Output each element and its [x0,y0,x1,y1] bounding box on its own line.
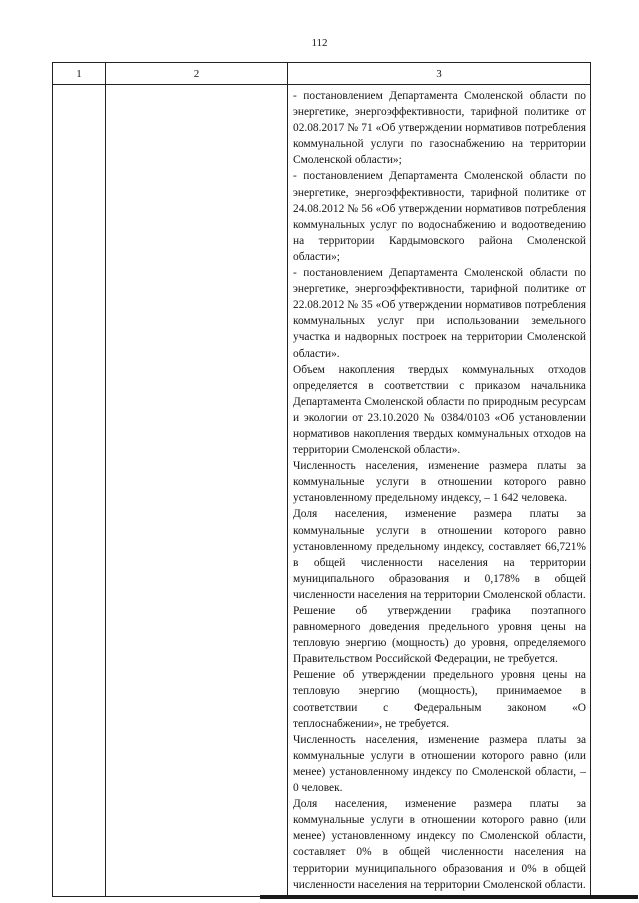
paragraph-population-count-index: Численность населения, изменение размера платы за коммунальные услуги в отношении которого равно (или менее) установленному индексу по Смоленской области, – 0 человек. [293,733,586,795]
column-3-cell [288,85,591,897]
scan-edge-line [260,895,638,899]
column-header-2: 2 [106,63,288,85]
table-body-row [53,85,591,897]
paragraph-gas-resolution: - постановлением Департамента Смоленской области по энергетике, энергоэффективности, тарифной политике от 02.08.2017 № 71 «Об утверждении нормативов потребления коммунальной услуги по газоснабжению на территории Смоленской области»; [293,90,586,167]
column-2-cell [106,85,288,897]
paragraph-price-limit: Решение об утверждении предельного уровня цены на тепловую энергию (мощность), принимаемое в соответствии с Федеральным законом «О теплоснабжении», не требуется. [293,669,586,730]
paragraph-land-resolution: - постановлением Департамента Смоленской области по энергетике, энергоэффективности, тарифной политике от 22.08.2012 № 35 «Об утверждении нормативов потребления коммунальных услуг при использовании земельного участка и надворных построек на территории Смоленской области». [293,267,586,360]
column-1-cell [53,85,106,897]
paragraph-population-count: Численность населения, изменение размера платы за коммунальные услуги в отношении которого равно установленному предельному индексу, – 1 642 человека. [293,460,586,505]
paragraph-waste-volume: Объем накопления твердых коммунальных отходов определяется в соответствии с приказом начальника Департамента Смоленской области по природным ресурсам и экологии от 23.10.2020 № 0384/0103 «Об установлении нормативов накопления твердых коммунальных отходов на территории Смоленской области». [293,363,586,457]
paragraph-price-schedule: Решение об утверждении графика поэтапного равномерного доведения предельного уровня цены на тепловую энергию (мощность) до уровня, определяемого Правительством Российской Федерации, не требуется. [293,605,586,666]
table-header-row [53,63,591,85]
document-table [52,62,591,897]
column-header-3: 3 [288,63,591,85]
paragraph-population-share: Доля населения, изменение размера платы за коммунальные услуги в отношении которого равно установленному предельному индексу, составляет 66,721% в общей численности населения на территории муниципального образования и 0,178% в общей численности населения на территории Смоленской области. [293,508,586,601]
paragraph-population-share-index: Доля населения, изменение размера платы за коммунальные услуги в отношении которого равно (или менее) установленному индексу по Смоленской области, составляет 0% в общей численности населения на территории муниципального образования и 0% в общей численности населения на территории Смоленской области. [293,798,586,891]
page-number: 112 [311,37,328,49]
paragraph-water-resolution: - постановлением Департамента Смоленской области по энергетике, энергоэффективности, тарифной политике от 24.08.2012 № 56 «Об утверждении нормативов потребления коммунальных услуг по водоснабжению и водоотведению на территории Кардымовского района Смоленской области»; [293,170,586,263]
column-header-1: 1 [53,63,106,85]
